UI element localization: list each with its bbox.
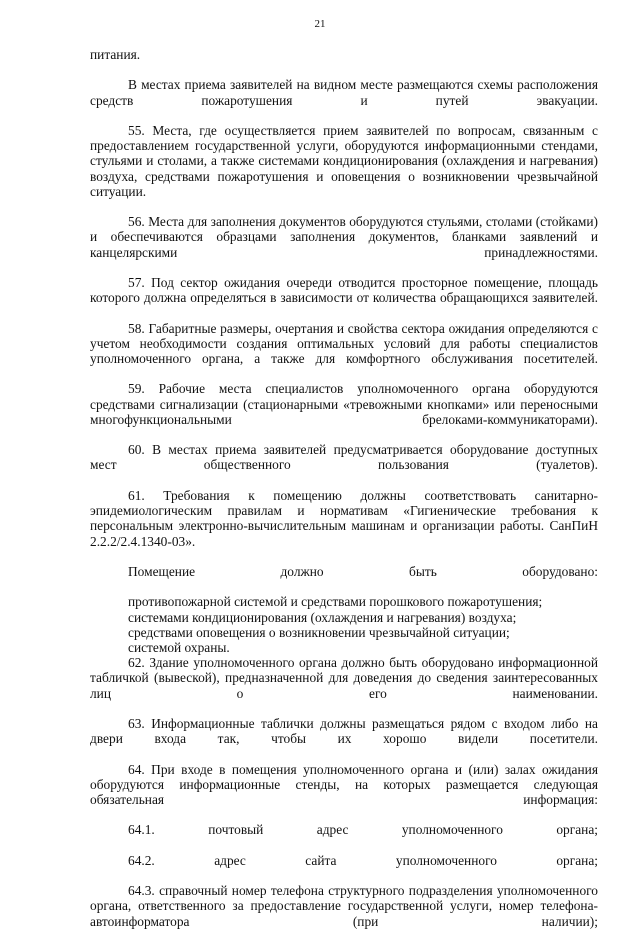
paragraph-62: 62. Здание уполномоченного органа должно быть оборудовано информационной табличкой (вывеской), предназначенной для доведения до сведения заинтересованных лиц о его наименовании.	[90, 655, 598, 701]
paragraph-56: 56. Места для заполнения документов оборудуются стульями, столами (стойками) и обеспечиваются образцами заполнения документов, бланками заявлений и канцелярскими принадлежностями.	[90, 214, 598, 260]
paragraph-64-1: 64.1. почтовый адрес уполномоченного органа;	[128, 822, 598, 838]
list-item: средствами оповещения о возникновении чрезвычайной ситуации;	[128, 624, 510, 640]
paragraph-59: 59. Рабочие места специалистов уполномоченного органа оборудуются средствами сигнализации (стационарными «тревожными кнопками» или переносными многофункциональными брелоками-коммуникаторами).	[90, 381, 598, 427]
paragraph-55: 55. Места, где осуществляется прием заявителей по вопросам, связанным с предоставлением государственной услуги, оборудуются информационными стендами, стульями и столами, а также системами кондиционирования (охлаждения и нагревания) воздуха, средствами пожаротушения и оповещения о возникновении чрезвычайной ситуации.	[90, 123, 598, 199]
paragraph-57: 57. Под сектор ожидания очереди отводится просторное помещение, площадь которого должна определяться в зависимости от количества обращающихся заявителей.	[90, 275, 598, 306]
list-item: противопожарной системой и средствами порошкового пожаротушения;	[128, 594, 543, 610]
paragraph-64-3: 64.3. справочный номер телефона структурного подразделения уполномоченного органа, ответственного за предоставление государственной услуги, номер телефона-автоинформатора (при наличии);	[90, 883, 598, 929]
paragraph-64: 64. При входе в помещения уполномоченного органа и (или) залах ожидания оборудуются информационные стенды, на которых размещается следующая обязательная информация:	[90, 761, 598, 807]
page-number: 21	[314, 18, 326, 30]
continuation-text: питания.	[90, 47, 141, 62]
paragraph-58: 58. Габаритные размеры, очертания и свойства сектора ожидания определяются с учетом необходимости создания оптимальных условий для работы специалистов уполномоченного органа, а также для комфортного обслуживания посетителей.	[90, 320, 598, 367]
document-body	[90, 47, 598, 944]
list-item: системой охраны.	[128, 639, 230, 655]
paragraph-61: 61. Требования к помещению должны соответствовать санитарно-эпидемиологическим правилам и нормативам «Гигиенические требования к персональным электронно-вычислительным машинам и организации работы. СанПиН 2.2.2/2.4.1340-03».	[90, 487, 598, 549]
paragraph-60: 60. В местах приема заявителей предусматривается оборудование доступных мест общественного пользования (туалетов).	[90, 442, 598, 473]
paragraph-61-equipment: Помещение должно быть оборудовано:	[128, 563, 598, 579]
paragraph-63: 63. Информационные таблички должны размещаться рядом с входом либо на двери входа так, чтобы их хорошо видели посетители.	[90, 715, 598, 747]
list-item: системами кондиционирования (охлаждения и нагревания) воздуха;	[128, 609, 517, 625]
paragraph-evacuation-schemes: В местах приема заявителей на видном месте размещаются схемы расположения средств пожаротушения и путей эвакуации.	[90, 77, 598, 108]
paragraph-64-2: 64.2. адрес сайта уполномоченного органа;	[128, 852, 598, 868]
